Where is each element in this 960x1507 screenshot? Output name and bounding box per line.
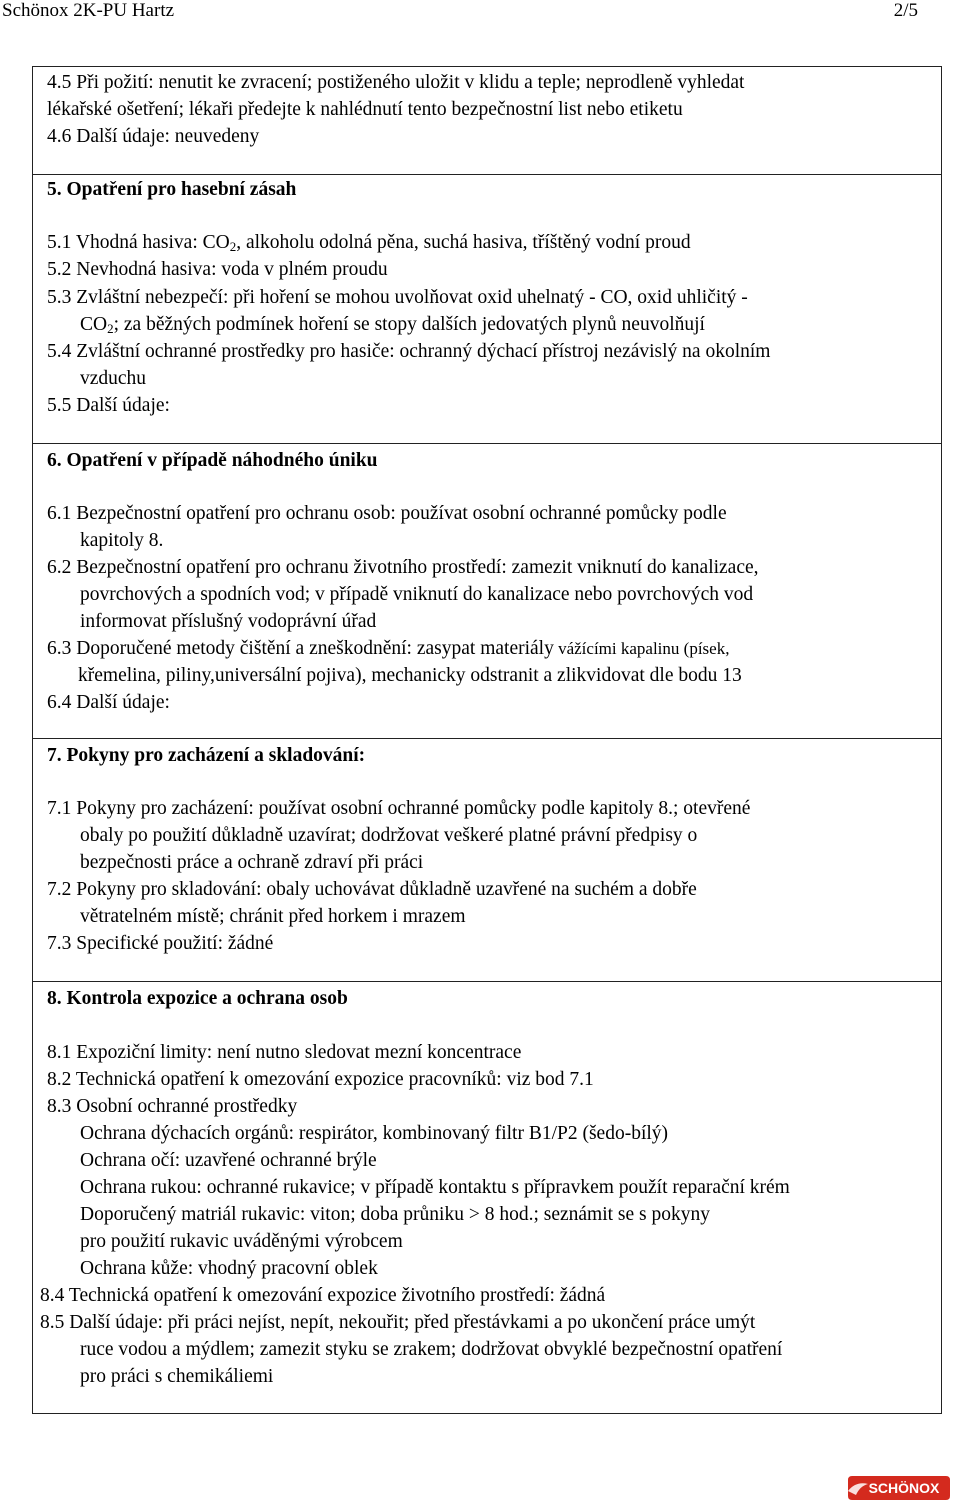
s8-line-12: ruce vodou a mýdlem; zamezit styku se zrakem; dodržovat obvyklé bezpečnostní opatření xyxy=(80,1339,783,1360)
s8-line-4: Ochrana dýchacích orgánů: respirátor, kombinovaný filtr B1/P2 (šedo-bílý) xyxy=(80,1123,669,1144)
s4-line-2: lékařské ošetření; lékaři předejte k nahlédnutí tento bezpečnostní list nebo etiketu xyxy=(47,99,683,120)
section7-title: 7. Pokyny pro zacházení a skladování: xyxy=(47,745,366,766)
s6-line-4: povrchových a spodních vod; v případě vniknutí do kanalizace nebo povrchových vod xyxy=(80,584,754,605)
s7-line-3: bezpečnosti práce a ochraně zdraví při práci xyxy=(80,852,424,873)
divider-section5 xyxy=(32,174,942,175)
header-product-name: Schönox 2K-PU Hartz xyxy=(2,0,175,21)
s8-line-10: 8.4 Technická opatření k omezování expozice životního prostředí: žádná xyxy=(40,1285,606,1306)
s7-line-2: obaly po použití důkladně uzavírat; dodržovat veškeré platné právní předpisy o xyxy=(80,825,698,846)
s8-line-11: 8.5 Další údaje: při práci nejíst, nepít, nekouřit; před přestávkami a po ukončení práce umýt xyxy=(40,1312,756,1333)
s7-line-4: 7.2 Pokyny pro skladování: obaly uchovávat důkladně uzavřené na suchém a dobře xyxy=(47,879,697,900)
s6-line-6: 6.3 Doporučené metody čištění a zneškodnění: zasypat materiály vážícími kapalinu (písek, xyxy=(47,638,730,659)
s6-line-8: 6.4 Další údaje: xyxy=(47,692,170,713)
s5-line-7: 5.5 Další údaje: xyxy=(47,395,170,416)
s6-line-1: 6.1 Bezpečnostní opatření pro ochranu osob: používat osobní ochranné pomůcky podle xyxy=(47,503,727,524)
s8-line-2: 8.2 Technická opatření k omezování expozice pracovníků: viz bod 7.1 xyxy=(47,1069,594,1090)
logo-text: SCHÖNOX xyxy=(868,1480,940,1496)
header-page-number: 2/5 xyxy=(893,0,918,21)
s8-line-8: pro použití rukavic uváděnými výrobcem xyxy=(80,1231,403,1252)
s5-line-6: vzduchu xyxy=(80,368,147,389)
s8-line-6: Ochrana rukou: ochranné rukavice; v případě kontaktu s přípravkem použít reparační krém xyxy=(80,1177,790,1198)
s6-line-3: 6.2 Bezpečnostní opatření pro ochranu životního prostředí: zamezit vniknutí do kanalizace, xyxy=(47,557,759,578)
s5-line-4: $CO_2$; za běžných podmínek hoření se stopy dalších jedovatých plynů neuvolňují xyxy=(80,314,705,336)
s8-line-7: Doporučený matriál rukavic: viton; doba průniku > 8 hod.; seznámit se s pokyny xyxy=(80,1204,710,1225)
s5-line-3: 5.3 Zvláštní nebezpečí: při hoření se mohou uvolňovat oxid uhelnatý - CO, oxid uhličitý - xyxy=(47,287,748,308)
s6-line-5: informovat příslušný vodoprávní úřad xyxy=(80,611,377,632)
s8-line-3: 8.3 Osobní ochranné prostředky xyxy=(47,1096,298,1117)
schonox-logo xyxy=(846,1473,952,1503)
s4-line-3: 4.6 Další údaje: neuvedeny xyxy=(47,126,260,147)
s8-line-1: 8.1 Expoziční limity: není nutno sledovat mezní koncentrace xyxy=(47,1042,522,1063)
s7-line-1: 7.1 Pokyny pro zacházení: používat osobní ochranné pomůcky podle kapitoly 8.; otevřené xyxy=(47,798,751,819)
s8-line-9: Ochrana kůže: vhodný pracovní oblek xyxy=(80,1258,378,1279)
s6-line-7: křemelina, piliny,universální pojiva), mechanicky odstranit a zlikvidovat dle bodu 13 xyxy=(78,665,742,686)
divider-section7 xyxy=(32,738,942,739)
section8-title: 8. Kontrola expozice a ochrana osob xyxy=(47,988,348,1009)
divider-section8 xyxy=(32,981,942,982)
s6-line-2: kapitoly 8. xyxy=(80,530,164,551)
divider-section6 xyxy=(32,443,942,444)
s8-line-13: pro práci s chemikáliemi xyxy=(80,1366,274,1387)
s7-line-6: 7.3 Specifické použití: žádné xyxy=(47,933,274,954)
s5-line-5: 5.4 Zvláštní ochranné prostředky pro hasiče: ochranný dýchací přístroj nezávislý na okolním xyxy=(47,341,771,362)
s4-line-1: 4.5 Při požití: nenutit ke zvracení; postiženého uložit v klidu a teple; neprodleně vyhledat xyxy=(47,72,745,93)
section5-title: 5. Opatření pro hasební zásah xyxy=(47,179,297,200)
s8-line-5: Ochrana očí: uzavřené ochranné brýle xyxy=(80,1150,377,1171)
s5-line-2: 5.2 Nevhodná hasiva: voda v plném proudu xyxy=(47,259,388,280)
s7-line-5: větratelném místě; chránit před horkem i mrazem xyxy=(80,906,466,927)
s5-line-1: 5.1 Vhodná hasiva: $CO_2$, alkoholu odolná pěna, suchá hasiva, tříštěný vodní proud xyxy=(47,232,691,254)
section6-title: 6. Opatření v případě náhodného úniku xyxy=(47,450,378,471)
